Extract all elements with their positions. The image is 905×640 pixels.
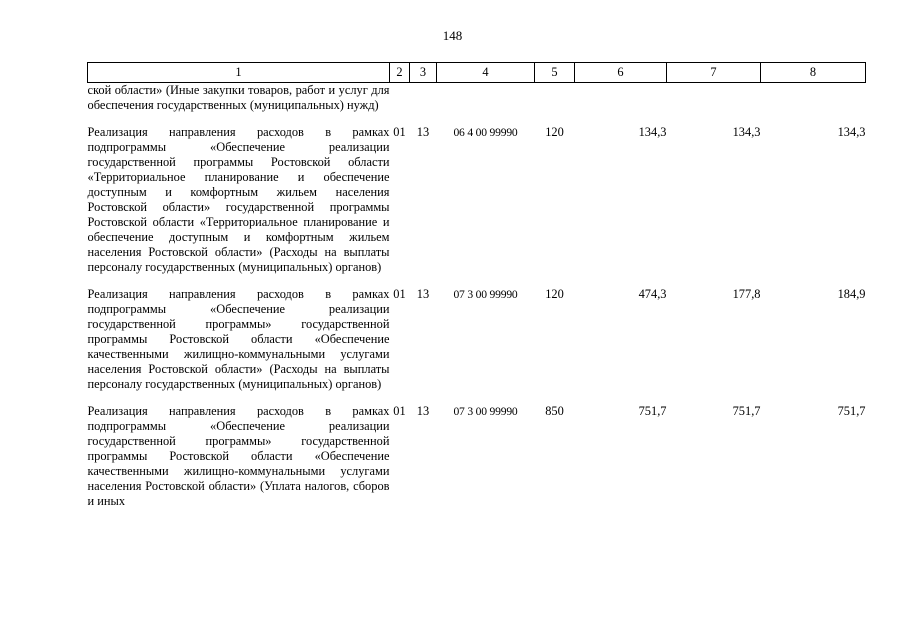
cell-target-code: 07 3 00 99990 [453, 405, 518, 418]
cell-amount-8 [761, 83, 866, 114]
budget-table [87, 62, 866, 509]
cell-amount-6 [575, 83, 667, 114]
cell-target-code [437, 83, 535, 114]
row-description: ской области» (Иные закупки товаров, работ и услуг для обеспечения государственных (муниципальных) нужд) [87, 83, 390, 112]
cell-amount-8: 134,3 [837, 125, 866, 139]
column-header-1: 1 [88, 63, 390, 83]
cell-amount-7: 177,8 [732, 287, 761, 301]
cell-amount-6: 751,7 [638, 404, 667, 418]
column-header-4: 4 [437, 63, 535, 83]
cell-subsection: 13 [416, 125, 430, 139]
column-header-6: 6 [575, 63, 667, 83]
column-header-2: 2 [390, 63, 410, 83]
cell-target-code: 06 4 00 99990 [453, 126, 518, 139]
cell-section: 01 [393, 404, 406, 418]
page-number: 148 [442, 28, 463, 43]
table-row [88, 125, 866, 275]
column-header-8: 8 [761, 63, 866, 83]
cell-subsection: 13 [416, 287, 430, 301]
cell-amount-6: 134,3 [638, 125, 667, 139]
cell-amount-7: 134,3 [732, 125, 761, 139]
column-header-7: 7 [667, 63, 761, 83]
cell-expense-type: 120 [545, 287, 564, 301]
cell-section: 01 [393, 125, 406, 139]
cell-amount-7: 751,7 [732, 404, 761, 418]
row-description: Реализация направления расходов в рамках подпрограммы «Обеспечение реализации государственной программы Ростовской области «Территориальное планирование и обеспечение доступным и комфортным жильем населения Ростовской области» государственной программы Ростовской области «Территориальное планирование и обеспечение доступным и комфортным жильем населения Ростовской области» (Расходы на выплаты персоналу государственных (муниципальных) органов) [87, 125, 390, 274]
column-header-3: 3 [410, 63, 437, 83]
header-row [88, 63, 866, 83]
column-header-5: 5 [535, 63, 575, 83]
cell-section: 01 [393, 287, 406, 301]
row-description: Реализация направления расходов в рамках подпрограммы «Обеспечение реализации государственной программы» государственной программы Ростовской области «Обеспечение качественными жилищно-коммунальными услугами населения Ростовской области» (Уплата налогов, сборов и иных [87, 404, 390, 508]
cell-subsection [410, 83, 437, 114]
cell-target-code: 07 3 00 99990 [453, 288, 518, 301]
row-description: Реализация направления расходов в рамках подпрограммы «Обеспечение реализации государственной программы» государственной программы Ростовской области «Обеспечение качественными жилищно-коммунальными услугами населения Ростовской области» (Расходы на выплаты персоналу государственных (муниципальных) органов) [87, 287, 390, 391]
cell-amount-8: 184,9 [837, 287, 866, 301]
table-row [88, 287, 866, 392]
cell-expense-type: 120 [545, 125, 564, 139]
cell-expense-type [535, 83, 575, 114]
table-row [88, 404, 866, 509]
cell-expense-type: 850 [545, 404, 564, 418]
cell-subsection: 13 [416, 404, 430, 418]
cell-section [390, 83, 410, 114]
cell-amount-7 [667, 83, 761, 114]
cell-amount-8: 751,7 [837, 404, 866, 418]
table-row [88, 83, 866, 114]
cell-amount-6: 474,3 [638, 287, 667, 301]
